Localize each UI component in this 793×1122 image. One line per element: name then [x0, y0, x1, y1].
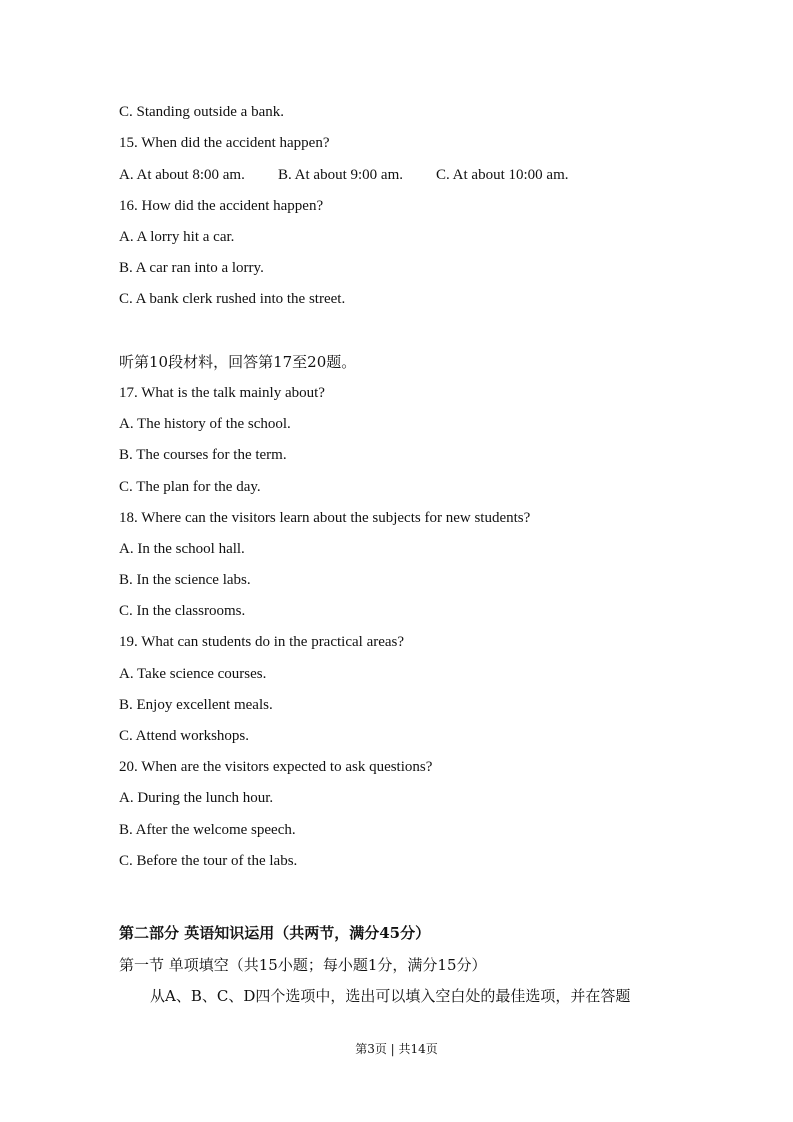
q15-options	[119, 165, 569, 185]
section-one-instruction: 从A、B、C、D四个选项中，选出可以填入空白处的最佳选项，并在答题	[150, 987, 631, 1005]
q15-option-a: A. At about 8:00 am.	[119, 167, 245, 183]
q20-option-a: A. During the lunch hour.	[119, 790, 274, 806]
q14-option-c: C. Standing outside a bank.	[119, 104, 284, 120]
page-footer: 第3页 | 共14页	[355, 1042, 438, 1056]
part-two-heading: 第二部分 英语知识运用（共两节，满分45分）	[119, 924, 431, 942]
q19-option-a: A. Take science courses.	[119, 666, 267, 682]
q18-option-b: B. In the science labs.	[119, 572, 251, 588]
q15-option-c: C. At about 10:00 am.	[436, 167, 569, 183]
q19-option-c: C. Attend workshops.	[119, 728, 250, 744]
q17-option-b: B. The courses for the term.	[119, 447, 287, 463]
q17-option-c: C. The plan for the day.	[119, 479, 261, 495]
q15-question: 15. When did the accident happen?	[119, 135, 330, 151]
q18-option-c: C. In the classrooms.	[119, 603, 246, 619]
q18-option-a: A. In the school hall.	[119, 541, 245, 557]
q20-question: 20. When are the visitors expected to ask questions?	[119, 759, 433, 775]
q20-option-c: C. Before the tour of the labs.	[119, 853, 298, 869]
q17-option-a: A. The history of the school.	[119, 416, 291, 432]
q19-question: 19. What can students do in the practical areas?	[119, 634, 405, 650]
section-one-heading: 第一节 单项填空（共15小题；每小题1分，满分15分）	[119, 956, 487, 974]
q19-option-b: B. Enjoy excellent meals.	[119, 697, 273, 713]
q16-option-c: C. A bank clerk rushed into the street.	[119, 291, 346, 307]
q18-question: 18. Where can the visitors learn about the subjects for new students?	[119, 510, 531, 526]
q16-option-a: A. A lorry hit a car.	[119, 229, 235, 245]
q16-option-b: B. A car ran into a lorry.	[119, 260, 264, 276]
q20-option-b: B. After the welcome speech.	[119, 822, 296, 838]
q17-question: 17. What is the talk mainly about?	[119, 385, 325, 401]
q15-option-b: B. At about 9:00 am.	[278, 167, 403, 183]
q16-question: 16. How did the accident happen?	[119, 198, 324, 214]
material-10-instruction: 听第10段材料，回答第17至20题。	[119, 353, 357, 371]
